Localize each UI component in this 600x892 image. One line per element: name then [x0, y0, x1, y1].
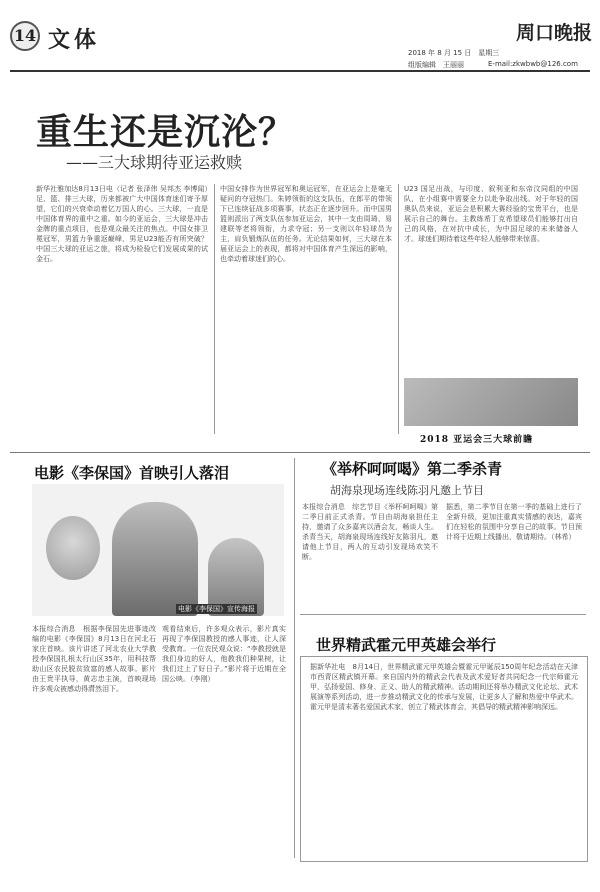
- lead-subtitle: ——三大球期待亚运救赎: [66, 153, 243, 172]
- lead-column-1: 新华社雅加达8月13日电（记者 张泽伟 吴邦杰 李博闻）足、篮、排三大球，历来都被广大中国体育迷们寄予厚望，它们的兴衰牵动着亿万国人的心。三大球，一直是中国体育界的重中之重。如今的亚运会，三大球是冲击金牌的重点项目，也是观众最关注的焦点。中国女排卫冕冠军，男篮力争重返巅峰，男足U23能否有所突破？中国三大球的亚运之旅，将成为检验它们发展成果的试金石。: [36, 185, 208, 263]
- lead-column-3: U23 国足出战，与印度、叙利亚和东帝汶同组的中国队，在小组赛中需要全力以赴争取出线。对于年轻的国奥队员来说，亚运会是积累大赛经验的宝贵平台，也是展示自己的舞台。主教练希丁克希望球员们能够打出自己的风格，在对抗中成长，为中国足球的未来储备人才。球迷们期待着这些年轻人能够带来惊喜。: [404, 185, 578, 243]
- vertical-divider: [294, 458, 295, 858]
- show-column-1: 本报综合消息 综艺节目《举杯呵呵喝》第二季日前正式杀青。节目由胡海泉担任主持，邀请了众多嘉宾以酒会友，畅谈人生。杀青当天，胡海泉现场连线好友陈羽凡，邀请他上节目，两人的互动引发现场欢笑不断。: [302, 503, 438, 561]
- film-title: 电影《李保国》首映引人落泪: [34, 464, 230, 482]
- section-rule: [300, 614, 586, 615]
- show-column-2: 据悉，第二季节目在第一季的基础上进行了全新升级，更加注重真实情感的表达，嘉宾们在轻松的氛围中分享自己的故事。节目预计将于近期上线播出，敬请期待。（林希）: [446, 503, 582, 541]
- show-title: 《举杯呵呵喝》第二季杀青: [322, 460, 503, 478]
- header-rule: [10, 70, 590, 72]
- section-rule: [10, 452, 590, 453]
- wushu-title: 世界精武霍元甲英雄会举行: [316, 636, 497, 654]
- wushu-body: 据新华社电 8月14日，世界精武霍元甲英雄会暨霍元甲诞辰150周年纪念活动在天津市西青区精武镇开幕。来自国内外的精武会代表及武术爱好者共同纪念一代宗师霍元甲，弘扬爱国、修身、正义、助人的精武精神。活动期间还将举办精武文化论坛、武术展演等系列活动，进一步推动精武文化的传承与发展，让更多人了解和热爱中华武术。霍元甲是清末著名爱国武术家，创立了精武体育会，其倡导的精武精神影响深远。: [310, 663, 578, 711]
- lead-photo: [404, 378, 578, 426]
- lead-title: 重生还是沉沦？: [36, 111, 296, 153]
- poster-caption: 电影《李保国》宣传海报: [178, 605, 255, 613]
- film-column-2: 观看结束后，许多观众表示，影片真实再现了李保国教授的感人事迹，让人深受教育。一位农民观众说：“李教授就是我们身边的好人，他教我们种果树，让我们过上了好日子。”影片将于近期在全国公映。（李刚）: [162, 625, 286, 683]
- paper-logo: 周口晚报: [515, 22, 592, 44]
- actress-portrait: [46, 516, 100, 580]
- lead-photo-caption: 2018 亚运会三大球前瞻: [420, 435, 534, 445]
- section-title: 文体: [48, 27, 101, 53]
- column-divider: [398, 184, 399, 434]
- column-divider: [214, 184, 215, 434]
- lead-column-2: 中国女排作为世界冠军和奥运冠军，在亚运会上是毫无疑问的夺冠热门。朱婷领衔的这支队伍，在郎平的带领下已连续征战多项赛事，状态正在逐步回升。而中国男篮则派出了两支队伍参加亚运会，其中一支由周琦、易建联等老将领衔，力求夺冠；另一支则以年轻球员为主，肩负锻炼队伍的任务。无论结果如何，三大球在本届亚运会上的表现，都将对中国体育产生深远的影响，也牵动着球迷们的心。: [220, 185, 392, 263]
- date-line: 2018 年 8 月 15 日 星期三: [408, 49, 500, 57]
- film-poster: [32, 484, 284, 616]
- page-number-badge: 14: [10, 21, 40, 51]
- show-subtitle: 胡海泉现场连线陈羽凡邀上节目: [330, 484, 484, 497]
- email-line: E-mail:zkwbwb@126.com: [488, 60, 578, 68]
- film-column-1: 本报综合消息 根据李保国先进事迹改编的电影《李保国》8月13日在河北石家庄首映。该片讲述了河北农业大学教授李保国扎根太行山区35年，用科技帮助山区农民脱贫致富的感人故事。影片由王贵平执导，黄志忠主演，首映现场许多观众被感动得潸然泪下。: [32, 625, 156, 693]
- editor-line: 组版编辑 王丽丽: [408, 61, 464, 69]
- actor-portrait: [112, 502, 198, 616]
